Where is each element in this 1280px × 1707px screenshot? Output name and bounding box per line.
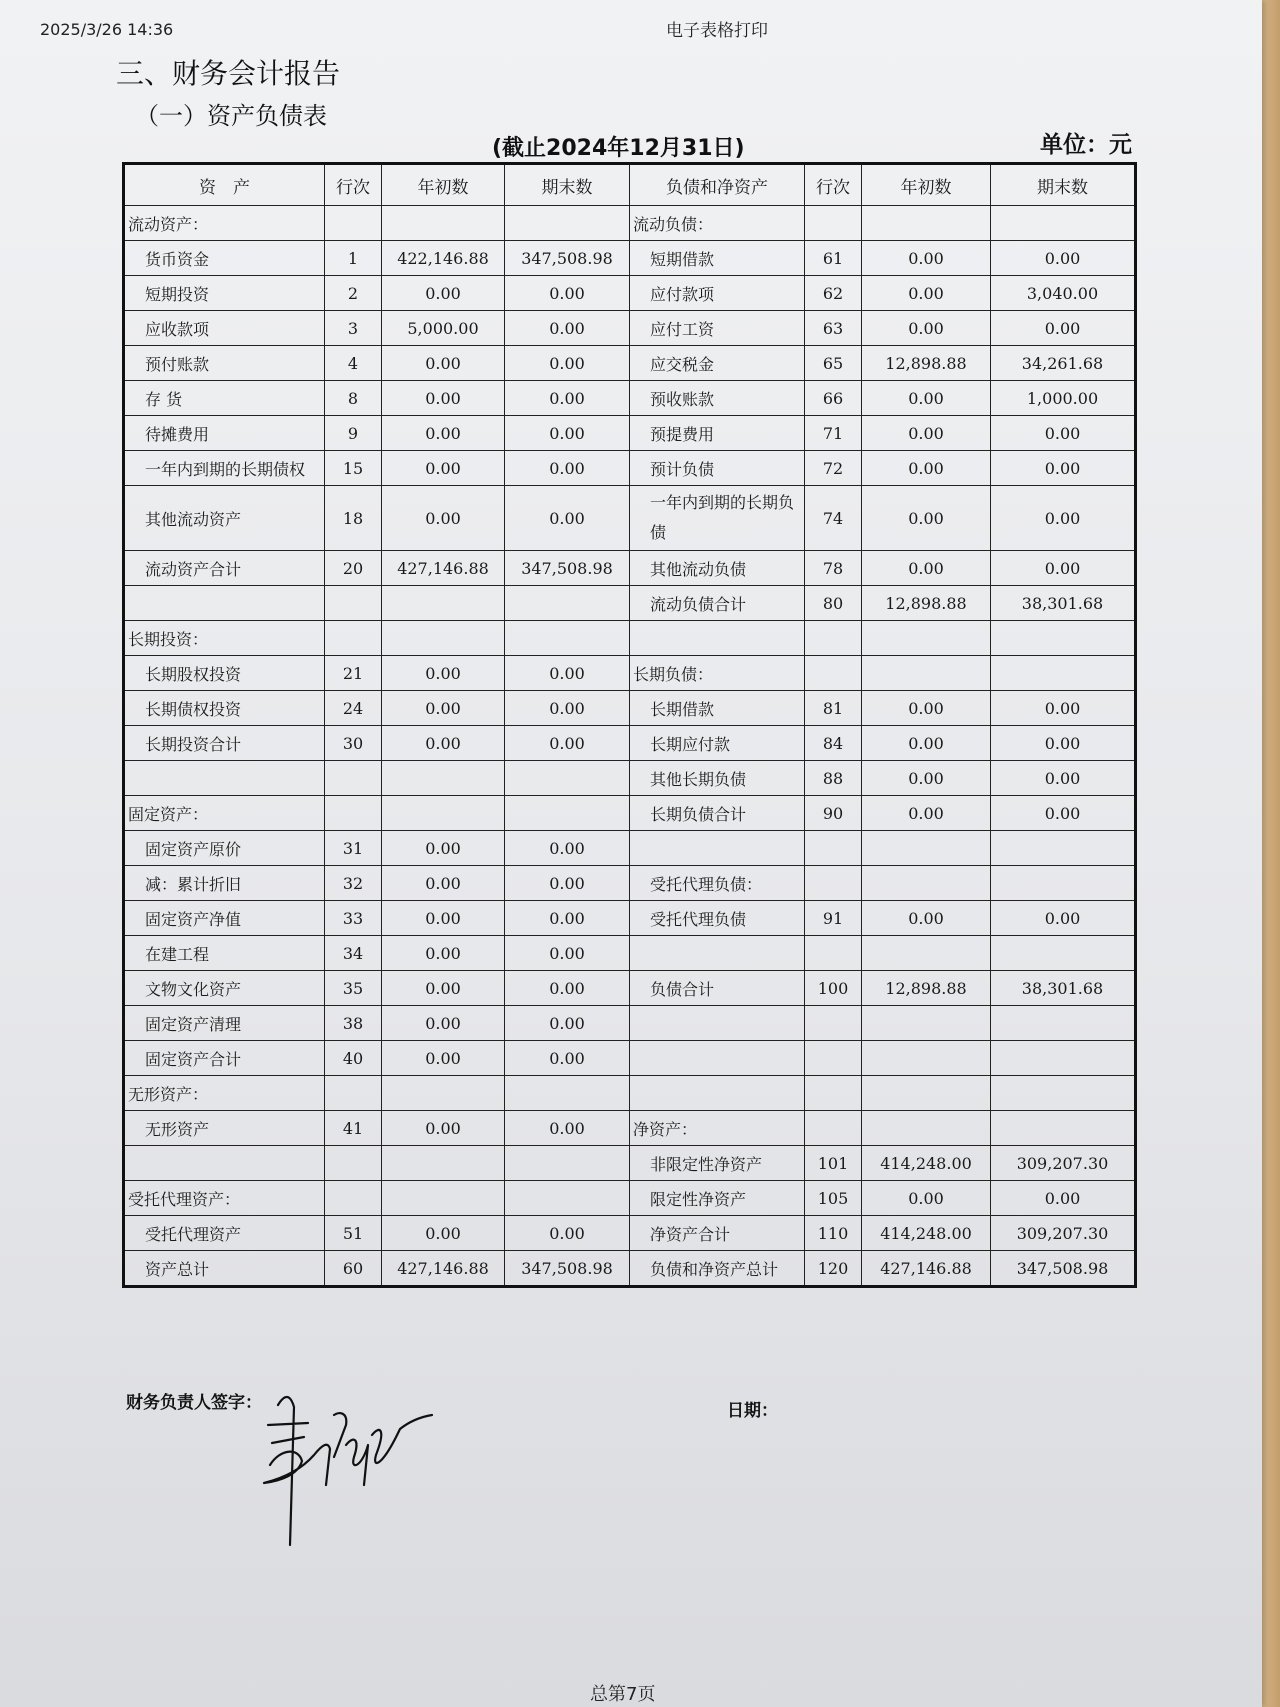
amount-cell: 0.00 (382, 276, 505, 311)
amount-cell: 347,508.98 (505, 1251, 630, 1287)
line-number: 31 (325, 831, 382, 866)
table-row (124, 621, 1136, 656)
amount-cell (382, 206, 505, 241)
amount-cell (862, 1076, 991, 1111)
amount-cell: 0.00 (505, 486, 630, 551)
header-beginning-right: 年初数 (862, 164, 991, 206)
amount-cell: 0.00 (382, 936, 505, 971)
line-number: 91 (805, 901, 862, 936)
unit-label: 单位：元 (1040, 132, 1132, 158)
table-row (124, 276, 1136, 311)
amount-cell: 0.00 (862, 416, 991, 451)
amount-cell (862, 1111, 991, 1146)
amount-cell (505, 586, 630, 621)
table-row (124, 1006, 1136, 1041)
amount-cell: 414,248.00 (862, 1216, 991, 1251)
amount-cell: 0.00 (991, 726, 1136, 761)
amount-cell: 0.00 (382, 1041, 505, 1076)
amount-cell: 427,146.88 (382, 551, 505, 586)
line-number: 110 (805, 1216, 862, 1251)
item-name: 限定性净资产 (630, 1181, 805, 1216)
item-name: 长期应付款 (630, 726, 805, 761)
item-name: 其他流动负债 (630, 551, 805, 586)
amount-cell: 0.00 (862, 451, 991, 486)
amount-cell: 0.00 (505, 311, 630, 346)
line-number: 101 (805, 1146, 862, 1181)
amount-cell (991, 1006, 1136, 1041)
table-body (124, 206, 1136, 1287)
table-row (124, 241, 1136, 276)
amount-cell: 0.00 (505, 831, 630, 866)
item-name (630, 1076, 805, 1111)
table-header-row (124, 164, 1136, 206)
amount-cell: 0.00 (382, 726, 505, 761)
item-name: 预收账款 (630, 381, 805, 416)
amount-cell: 0.00 (505, 866, 630, 901)
amount-cell: 422,146.88 (382, 241, 505, 276)
item-name: 一年内到期的长期债权 (124, 451, 325, 486)
line-number (325, 1181, 382, 1216)
amount-cell: 0.00 (991, 416, 1136, 451)
line-number: 32 (325, 866, 382, 901)
section-heading: 固定资产： (124, 796, 325, 831)
amount-cell: 427,146.88 (382, 1251, 505, 1287)
amount-cell (382, 796, 505, 831)
amount-cell: 0.00 (505, 656, 630, 691)
amount-cell: 0.00 (505, 726, 630, 761)
amount-cell: 0.00 (382, 346, 505, 381)
item-name: 受托代理资产 (124, 1216, 325, 1251)
item-name: 应付款项 (630, 276, 805, 311)
amount-cell: 0.00 (862, 796, 991, 831)
table-row (124, 206, 1136, 241)
line-number (805, 1006, 862, 1041)
section-heading: 流动负债： (630, 206, 805, 241)
section-heading: 无形资产： (124, 1076, 325, 1111)
amount-cell (505, 621, 630, 656)
amount-cell: 1,000.00 (991, 381, 1136, 416)
amount-cell (862, 1041, 991, 1076)
amount-cell (505, 1076, 630, 1111)
item-name: 应付工资 (630, 311, 805, 346)
line-number: 35 (325, 971, 382, 1006)
amount-cell: 5,000.00 (382, 311, 505, 346)
amount-cell: 427,146.88 (862, 1251, 991, 1287)
item-name: 固定资产清理 (124, 1006, 325, 1041)
amount-cell: 0.00 (382, 866, 505, 901)
line-number: 71 (805, 416, 862, 451)
line-number: 33 (325, 901, 382, 936)
amount-cell: 0.00 (505, 901, 630, 936)
line-number: 78 (805, 551, 862, 586)
line-number (805, 206, 862, 241)
table-row (124, 451, 1136, 486)
header-line-no-right: 行次 (805, 164, 862, 206)
item-name: 流动资产合计 (124, 551, 325, 586)
header-assets: 资 产 (124, 164, 325, 206)
line-number: 18 (325, 486, 382, 551)
amount-cell: 0.00 (991, 551, 1136, 586)
item-name: 长期债权投资 (124, 691, 325, 726)
header-beginning: 年初数 (382, 164, 505, 206)
amount-cell: 0.00 (862, 761, 991, 796)
table-row (124, 1111, 1136, 1146)
amount-cell: 309,207.30 (991, 1146, 1136, 1181)
item-name: 长期股权投资 (124, 656, 325, 691)
amount-cell (862, 1006, 991, 1041)
table-row (124, 726, 1136, 761)
amount-cell (382, 586, 505, 621)
item-name: 应收款项 (124, 311, 325, 346)
amount-cell: 0.00 (505, 381, 630, 416)
amount-cell: 0.00 (991, 796, 1136, 831)
item-name (630, 1006, 805, 1041)
page-footer: 总第7页 (590, 1684, 656, 1705)
item-name: 短期投资 (124, 276, 325, 311)
amount-cell: 0.00 (382, 416, 505, 451)
item-name: 非限定性净资产 (630, 1146, 805, 1181)
item-name: 长期借款 (630, 691, 805, 726)
amount-cell: 0.00 (505, 346, 630, 381)
amount-cell: 0.00 (991, 451, 1136, 486)
amount-cell: 38,301.68 (991, 586, 1136, 621)
line-number (805, 656, 862, 691)
line-number (805, 866, 862, 901)
amount-cell (505, 1181, 630, 1216)
item-name: 负债和净资产总计 (630, 1251, 805, 1287)
table-row (124, 346, 1136, 381)
amount-cell: 0.00 (382, 381, 505, 416)
table-row (124, 936, 1136, 971)
line-number: 8 (325, 381, 382, 416)
item-name: 长期投资合计 (124, 726, 325, 761)
table-row (124, 381, 1136, 416)
item-name: 货币资金 (124, 241, 325, 276)
line-number (805, 1111, 862, 1146)
line-number: 3 (325, 311, 382, 346)
item-name: 存 货 (124, 381, 325, 416)
item-name: 受托代理负债： (630, 866, 805, 901)
amount-cell: 0.00 (862, 276, 991, 311)
amount-cell (862, 866, 991, 901)
line-number: 65 (805, 346, 862, 381)
amount-cell: 0.00 (862, 311, 991, 346)
header-line-no: 行次 (325, 164, 382, 206)
amount-cell: 309,207.30 (991, 1216, 1136, 1251)
line-number (805, 1076, 862, 1111)
item-name: 预付账款 (124, 346, 325, 381)
item-name (630, 936, 805, 971)
item-name: 资产总计 (124, 1251, 325, 1287)
table-row (124, 971, 1136, 1006)
amount-cell: 0.00 (505, 1216, 630, 1251)
line-number: 80 (805, 586, 862, 621)
item-name (124, 761, 325, 796)
amount-cell: 0.00 (382, 1111, 505, 1146)
item-name: 在建工程 (124, 936, 325, 971)
amount-cell (382, 621, 505, 656)
line-number: 38 (325, 1006, 382, 1041)
amount-cell: 0.00 (991, 691, 1136, 726)
amount-cell: 0.00 (862, 726, 991, 761)
amount-cell: 0.00 (505, 276, 630, 311)
table-row (124, 761, 1136, 796)
amount-cell: 0.00 (862, 901, 991, 936)
amount-cell: 0.00 (382, 901, 505, 936)
amount-cell: 12,898.88 (862, 971, 991, 1006)
report-title: （一）资产负债表 (135, 102, 327, 130)
amount-cell: 0.00 (382, 486, 505, 551)
print-date: 2025/3/26 14:36 (40, 20, 174, 39)
line-number: 120 (805, 1251, 862, 1287)
table-row (124, 416, 1136, 451)
amount-cell: 0.00 (991, 901, 1136, 936)
amount-cell: 38,301.68 (991, 971, 1136, 1006)
amount-cell (991, 866, 1136, 901)
line-number: 34 (325, 936, 382, 971)
line-number: 66 (805, 381, 862, 416)
amount-cell (505, 761, 630, 796)
item-name (630, 831, 805, 866)
table-row (124, 1251, 1136, 1287)
amount-cell: 0.00 (505, 1111, 630, 1146)
amount-cell: 0.00 (505, 416, 630, 451)
header-liabilities: 负债和净资产 (630, 164, 805, 206)
line-number: 62 (805, 276, 862, 311)
line-number: 51 (325, 1216, 382, 1251)
header-ending-right: 期末数 (991, 164, 1136, 206)
signature-label: 财务负责人签字： (126, 1393, 262, 1413)
table-row (124, 1216, 1136, 1251)
line-number (325, 586, 382, 621)
amount-cell: 0.00 (991, 311, 1136, 346)
item-name: 负债合计 (630, 971, 805, 1006)
amount-cell: 12,898.88 (862, 346, 991, 381)
amount-cell: 347,508.98 (505, 241, 630, 276)
table-row (124, 831, 1136, 866)
line-number (325, 1076, 382, 1111)
line-number: 9 (325, 416, 382, 451)
item-name: 固定资产净值 (124, 901, 325, 936)
amount-cell (505, 206, 630, 241)
item-name: 文物文化资产 (124, 971, 325, 1006)
table-row (124, 1076, 1136, 1111)
item-name: 其他长期负债 (630, 761, 805, 796)
amount-cell: 347,508.98 (505, 551, 630, 586)
amount-cell: 0.00 (991, 761, 1136, 796)
line-number: 40 (325, 1041, 382, 1076)
item-name: 一年内到期的长期负债 (630, 486, 805, 551)
section-heading: 长期负债： (630, 656, 805, 691)
line-number: 1 (325, 241, 382, 276)
line-number: 2 (325, 276, 382, 311)
item-name: 减：累计折旧 (124, 866, 325, 901)
header-ending: 期末数 (505, 164, 630, 206)
amount-cell (991, 206, 1136, 241)
line-number: 105 (805, 1181, 862, 1216)
amount-cell: 0.00 (862, 691, 991, 726)
table-row (124, 796, 1136, 831)
table-row (124, 586, 1136, 621)
report-date: (截止2024年12月31日) (492, 136, 745, 161)
balance-sheet-table (122, 162, 1137, 1288)
handwritten-signature (250, 1385, 440, 1550)
item-name: 受托代理负债 (630, 901, 805, 936)
line-number: 41 (325, 1111, 382, 1146)
amount-cell: 0.00 (505, 936, 630, 971)
table-row (124, 486, 1136, 551)
line-number: 61 (805, 241, 862, 276)
line-number: 90 (805, 796, 862, 831)
amount-cell (991, 1041, 1136, 1076)
item-name: 长期负债合计 (630, 796, 805, 831)
amount-cell (862, 936, 991, 971)
amount-cell: 0.00 (505, 691, 630, 726)
amount-cell: 0.00 (382, 656, 505, 691)
amount-cell: 34,261.68 (991, 346, 1136, 381)
amount-cell: 0.00 (505, 971, 630, 1006)
amount-cell: 3,040.00 (991, 276, 1136, 311)
item-name (630, 621, 805, 656)
amount-cell: 12,898.88 (862, 586, 991, 621)
amount-cell: 0.00 (862, 551, 991, 586)
amount-cell: 0.00 (991, 241, 1136, 276)
item-name: 净资产合计 (630, 1216, 805, 1251)
line-number: 63 (805, 311, 862, 346)
item-name: 待摊费用 (124, 416, 325, 451)
line-number: 84 (805, 726, 862, 761)
amount-cell: 0.00 (505, 451, 630, 486)
date-label: 日期： (727, 1401, 778, 1421)
table-row (124, 1146, 1136, 1181)
amount-cell: 0.00 (991, 486, 1136, 551)
line-number (325, 761, 382, 796)
line-number: 74 (805, 486, 862, 551)
amount-cell (505, 796, 630, 831)
line-number (805, 1041, 862, 1076)
line-number: 4 (325, 346, 382, 381)
amount-cell (505, 1146, 630, 1181)
line-number: 88 (805, 761, 862, 796)
line-number (805, 936, 862, 971)
table-row (124, 551, 1136, 586)
amount-cell (382, 761, 505, 796)
print-title: 电子表格打印 (666, 21, 768, 41)
amount-cell: 0.00 (382, 1006, 505, 1041)
line-number (325, 796, 382, 831)
line-number (325, 206, 382, 241)
section-heading: 净资产： (630, 1111, 805, 1146)
item-name: 固定资产原价 (124, 831, 325, 866)
line-number: 100 (805, 971, 862, 1006)
amount-cell: 0.00 (862, 381, 991, 416)
table-row (124, 691, 1136, 726)
section-heading: 长期投资： (124, 621, 325, 656)
table-row (124, 901, 1136, 936)
section-heading: 受托代理资产： (124, 1181, 325, 1216)
amount-cell: 0.00 (862, 241, 991, 276)
item-name: 无形资产 (124, 1111, 325, 1146)
amount-cell (862, 621, 991, 656)
table-row (124, 1041, 1136, 1076)
item-name (630, 1041, 805, 1076)
line-number: 21 (325, 656, 382, 691)
line-number: 30 (325, 726, 382, 761)
amount-cell: 0.00 (862, 486, 991, 551)
amount-cell: 0.00 (382, 971, 505, 1006)
section-heading: 流动资产： (124, 206, 325, 241)
amount-cell: 0.00 (382, 831, 505, 866)
item-name: 短期借款 (630, 241, 805, 276)
item-name (124, 586, 325, 621)
amount-cell: 0.00 (991, 1181, 1136, 1216)
section-title: 三、财务会计报告 (116, 57, 341, 90)
line-number (325, 621, 382, 656)
line-number: 60 (325, 1251, 382, 1287)
amount-cell (991, 656, 1136, 691)
table-row (124, 311, 1136, 346)
item-name (124, 1146, 325, 1181)
amount-cell (382, 1076, 505, 1111)
amount-cell (991, 936, 1136, 971)
item-name: 其他流动资产 (124, 486, 325, 551)
amount-cell (862, 831, 991, 866)
amount-cell (382, 1146, 505, 1181)
item-name: 预提费用 (630, 416, 805, 451)
amount-cell (991, 1076, 1136, 1111)
item-name: 预计负债 (630, 451, 805, 486)
line-number: 24 (325, 691, 382, 726)
line-number: 20 (325, 551, 382, 586)
line-number (805, 621, 862, 656)
amount-cell: 0.00 (505, 1041, 630, 1076)
table-row (124, 866, 1136, 901)
line-number: 15 (325, 451, 382, 486)
amount-cell: 0.00 (382, 1216, 505, 1251)
item-name: 流动负债合计 (630, 586, 805, 621)
amount-cell: 347,508.98 (991, 1251, 1136, 1287)
amount-cell (862, 656, 991, 691)
line-number (805, 831, 862, 866)
amount-cell (991, 621, 1136, 656)
amount-cell (991, 1111, 1136, 1146)
amount-cell: 0.00 (505, 1006, 630, 1041)
table-row (124, 656, 1136, 691)
amount-cell: 0.00 (862, 1181, 991, 1216)
line-number: 72 (805, 451, 862, 486)
item-name: 应交税金 (630, 346, 805, 381)
line-number: 81 (805, 691, 862, 726)
item-name: 固定资产合计 (124, 1041, 325, 1076)
line-number (325, 1146, 382, 1181)
amount-cell: 0.00 (382, 691, 505, 726)
amount-cell: 414,248.00 (862, 1146, 991, 1181)
amount-cell (862, 206, 991, 241)
amount-cell (991, 831, 1136, 866)
amount-cell (382, 1181, 505, 1216)
table-row (124, 1181, 1136, 1216)
amount-cell: 0.00 (382, 451, 505, 486)
